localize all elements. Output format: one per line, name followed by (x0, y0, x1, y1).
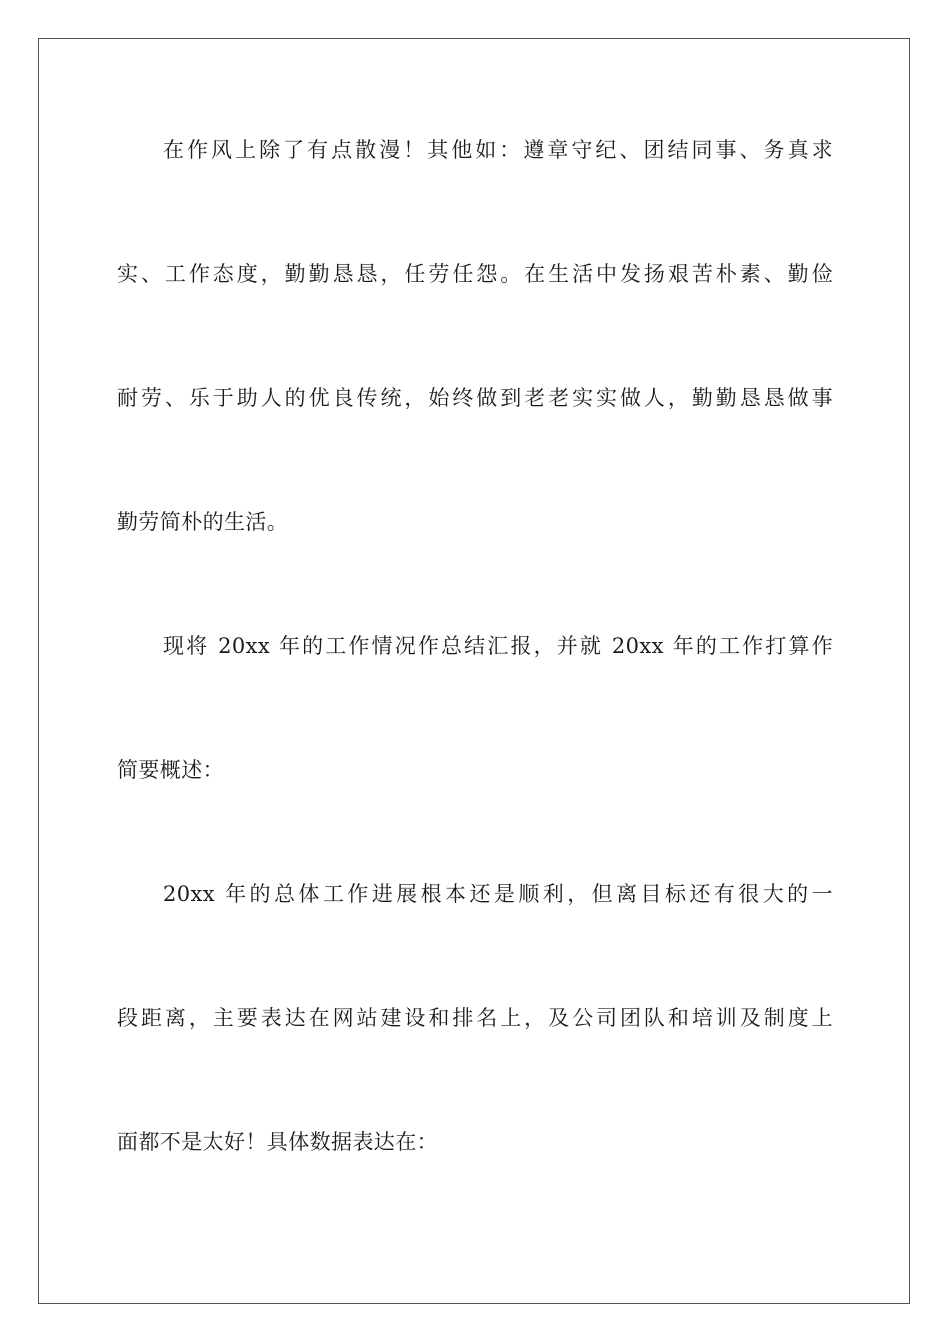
text-line: 耐劳、乐于助人的优良传统，始终做到老老实实做人，勤勤恳恳做事 (117, 386, 833, 410)
text-line: 实、工作态度，勤勤恳恳，任劳任怨。在生活中发扬艰苦朴素、勤俭 (117, 262, 833, 286)
text-line: 20xx 年的总体工作进展根本还是顺利，但离目标还有很大的一 (163, 882, 833, 906)
text-line: 简要概述： (117, 758, 224, 782)
text-line: 面都不是太好！具体数据表达在： (117, 1130, 438, 1154)
text-line: 现将 20xx 年的工作情况作总结汇报，并就 20xx 年的工作打算作 (163, 634, 833, 658)
text-line: 在作风上除了有点散漫！其他如：遵章守纪、团结同事、务真求 (163, 138, 833, 162)
text-line: 段距离，主要表达在网站建设和排名上，及公司团队和培训及制度上 (117, 1006, 833, 1030)
text-line: 勤劳简朴的生活。 (117, 510, 289, 534)
page-border (38, 38, 910, 1304)
